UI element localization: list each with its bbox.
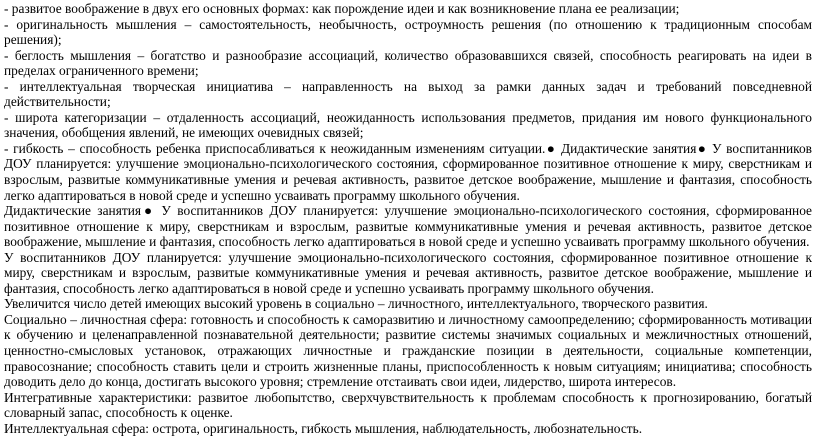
- document-body: [4, 0, 812, 436]
- paragraph-categorization: - широта категоризации – отдаленность ассоциаций, неожиданность использования предметов, придания им нового функционального значения, обобщения явлений, не имеющих очевидных связей;: [4, 109, 812, 141]
- paragraph-flexibility: - гибкость – способность ребенка приспосабливаться к неожиданным изменениям ситуации.● Дидактические занятия● У воспитанников ДОУ планируется: улучшение эмоционально-психологического состояния, сформированное позитивное отношение к миру, сверстникам и взрослым, развитые коммуникативные умения и речевая активность, развитое детское воображение, мышление и фантазия, способность легко адаптироваться в новой среде и успешно усваивать программу школьного обучения.: [4, 140, 812, 203]
- paragraph-social-sphere: Социально – личностная сфера: готовность и способность к саморазвитию и личностному самоопределению; сформированность мотивации к обучению и целенаправленной познавательной деятельности; развитие системы значимых социальных и межличностных отношений, ценностно-смысловых установок, отражающих личностные и гражданские позиции в деятельности, социальные компетенции, правосознание; способность ставить цели и строить жизненные планы, приспособленность к новым ситуациям; инициатива; способность доводить дело до конца, достигать высокого уровня; стремление отстаивать свои идеи, лидерство, широта интересов.: [4, 311, 812, 390]
- paragraph-imagination: - развитое воображение в двух его основных формах: как порождение идеи и как возникновение плана ее реализации;: [4, 1, 680, 16]
- paragraph-fluency: - беглость мышления – богатство и разнообразие ассоциаций, количество образовавшихся связей, способность реагировать на идеи в пределах ограниченного времени;: [4, 47, 812, 79]
- paragraph-integrative: Интегративные характеристики: развитое любопытство, сверхчувствительность к проблемам способность к прогнозированию, богатый словарный запас, способность к оценке.: [4, 389, 812, 421]
- paragraph-dou-plans: У воспитанников ДОУ планируется: улучшение эмоционально-психологического состояния, сформированное позитивное отношение к миру, сверстникам и взрослым, развитые коммуникативные умения и речевая активность, развитое детское воображение, мышление и фантазия, способность легко адаптироваться в новой среде и успешно усваивать программу школьного обучения.: [4, 249, 812, 296]
- paragraph-didactic-classes: Дидактические занятия● У воспитанников ДОУ планируется: улучшение эмоционально-психологического состояния, сформированное позитивное отношение к миру, сверстникам и взрослым, развитые коммуникативные умения и речевая активность, развитое детское воображение, мышление и фантазия, способность легко адаптироваться в новой среде и успешно усваивать программу школьного обучения.: [4, 203, 812, 250]
- paragraph-intellectual-sphere: Интеллектуальная сфера: острота, оригинальность, гибкость мышления, наблюдательность, любознательность.: [4, 420, 643, 436]
- paragraph-originality: - оригинальность мышления – самостоятельность, необычность, остроумность решения (по отношению к традиционным способам решения);: [4, 16, 812, 48]
- paragraph-development-level: Увеличится число детей имеющих высокий уровень в социально – личностного, интеллектуального, творческого развития.: [4, 296, 708, 312]
- paragraph-initiative: - интеллектуальная творческая инициатива – направленность на выход за рамки данных задач и требований повседневной действительности;: [4, 78, 812, 110]
